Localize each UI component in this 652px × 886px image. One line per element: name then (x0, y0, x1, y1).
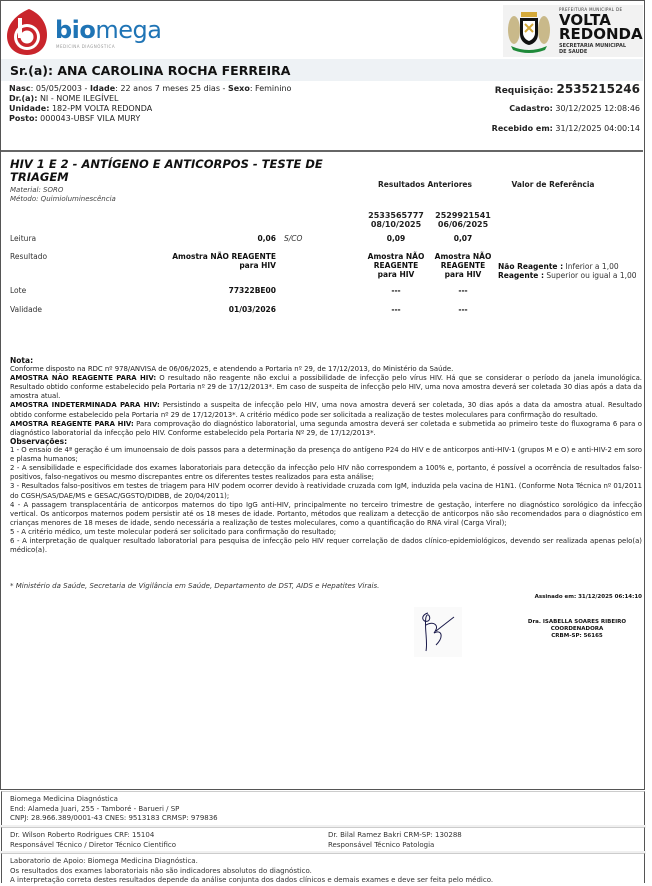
prev-1-leitura: 0,09 (386, 234, 406, 243)
footer-disclaimer: Laboratorio de Apoio: Biomega Medicina Diagnóstica. Os resultados dos exames laboratoriais não são indicadores absolutos do diagnóstico. A interpretação correta destes resultados depende da análise conjunta dos dados clínicos e demais exames e deve ser feita pelo médico. (1, 853, 645, 883)
patient-demographics: Nasc: 05/05/2003 - Idade: 22 anos 7 meses 25 dias - Sexo: Feminino (9, 84, 292, 93)
unit-info: Unidade: 182-PM VOLTA REDONDA (9, 104, 153, 113)
prev-1-lote: --- (391, 286, 401, 295)
observations-section: Observações: 1 - O ensaio de 4ª geração é um imunoensaio de dois passos para a determinação da presença do antígeno P24 do HIV e de anticorpos anti-HIV-1 (grupos M e O) e anti-HIV-2 em soro e plasma humanos; 2 - A sensibilidade e especificidade dos exames laboratoriais para detecção da infecção pelo HIV não correspondem a 100% e, portanto, é possível a ocorrência de resultados falso-positivos, falso-negativos ou mesmo discrepantes entre os diferentes testes realizados para esta análise; 3 - Resultados falso-positivos em testes de triagem para HIV podem ocorrer devido à reatividade cruzada com IgM, induzida pela vacina de H1N1. (Conforme Nota Técnica nº 01/2011 do CGSH/SAS/DAE/MS e GESAC/GGSTO/DIDBB, de 20/04/2011); 4 - A passagem transplacentária de anticorpos maternos do tipo IgG anti-HIV, principalmente no terceiro trimestre de gestação, interfere no diagnóstico sorológico da infecção vertical. Os anticorpos maternos podem persistir até os 18 meses de idade. Portanto, métodos que realizam a detecção de anticorpos não são recomendados para o diagnóstico em crianças menores de 18 meses de idade, sendo necessária a realização de testes moleculares, como a quantificação do RNA viral (Carga Viral); 5 - A critério médico, um teste molecular poderá ser solicitado para confirmação do resultado; 6 - A interpretação de qualquer resultado laboratorial para pesquisa de infecção pelo HIV requer correlação de dados clínico-epidemiológicos, devendo ser realizada apenas pelo(a) médico(a). (10, 437, 642, 555)
footer-responsibles: Dr. Wilson Roberto Rodrigues CRF: 15104 Responsável Técnico / Diretor Técnico Cientifico Dr. Bilal Ramez Bakri CRM-SP: 130288 Responsável Técnico Patologia (1, 827, 645, 851)
footnote: * Ministério da Saúde, Secretaria de Vigilância em Saúde, Departamento de DST, AIDS e Hepatites Virais. (10, 582, 380, 590)
exam-title: HIV 1 E 2 - ANTÍGENO E ANTICORPOS - TESTE DE TRIAGEM (10, 157, 323, 184)
prev-2-validade: --- (458, 305, 468, 314)
received-date: Recebido em: 31/12/2025 04:00:14 (491, 124, 640, 133)
reference-values: Não Reagente : Inferior a 1,00 Reagente : Superior ou igual a 1,00 (498, 262, 637, 280)
signature-image (414, 607, 462, 657)
reference-header: Valor de Referência (511, 180, 595, 189)
prev-result-1-header: 2533565777 08/10/2025 (368, 211, 424, 229)
posto-info: Posto: 000043-UBSF VILA MURY (9, 114, 141, 123)
exam-material: Material: SORO (10, 186, 64, 194)
biomega-tagline: MEDICINA DIAGNÓSTICA (56, 44, 116, 49)
observation-item: 6 - A interpretação de qualquer resultado laboratorial para pesquisa de infecção pelo HIV requer correlação de dados clínico-epidemiológicos, devendo ser realizada apenas pelo(a) médico(a). (10, 537, 642, 555)
prev-2-lote: --- (458, 286, 468, 295)
observation-item: 4 - A passagem transplacentária de anticorpos maternos do tipo IgG anti-HIV, principalmente no terceiro trimestre de gestação, interfere no diagnóstico sorológico da infecção vertical. Os anticorpos maternos podem persistir até os 18 meses de idade. Portanto, métodos que realizam a detecção de anticorpos não são recomendados para o diagnóstico em crianças menores de 18 meses de idade, sendo necessária a realização de testes moleculares, como a quantificação do RNA viral (Carga Viral); (10, 500, 642, 527)
resultado-label: Resultado (10, 252, 48, 261)
validade-value: 01/03/2026 (228, 305, 276, 314)
leitura-unit: S/CO (284, 234, 303, 243)
prev-1-resultado: Amostra NÃO REAGENTE para HIV (367, 252, 425, 279)
leitura-label: Leitura (10, 234, 37, 243)
biomega-wordmark: biomega (55, 16, 162, 44)
leitura-value: 0,06 (257, 234, 276, 243)
lote-label: Lote (10, 286, 27, 295)
patient-name: Sr.(a): ANA CAROLINA ROCHA FERREIRA (10, 63, 291, 78)
biomega-logo (5, 6, 162, 56)
city-crest-icon (507, 8, 551, 54)
notes-section: Nota: Conforme disposto na RDC nº 978/ANVISA de 06/06/2025, e atendendo a Portaria nº 29, de 17/12/2013, do Ministério da Saúde. AMOSTRA NÃO REAGENTE PARA HIV: O resultado não reagente não exclui a possibilidade de infecção pelo vírus HIV. Há que se considerar o período da janela imunológica. Resultado obtido conforme estabelecido pela Portaria nº 29 de 17/12/2013*. Em caso de suspeita de infecção pelo HIV, uma nova amostra deverá ser coletada 30 dias após a data da amostra atual. AMOSTRA INDETERMINADA PARA HIV: Persistindo a suspeita de infecção pelo HIV, uma nova amostra deverá ser coletada, 30 dias após a data da amostra atual. Resultado obtido conforme estabelecido pela Portaria nº 29 de 17/12/2013*. A critério médico pode ser solicitada a realização de testes moleculares para confirmação do resultado. AMOSTRA REAGENTE PARA HIV: Para comprovação do diagnóstico laboratorial, uma segunda amostra deverá ser coletada e submetida ao primeiro teste do fluxograma 6 para o diagnóstico laboratorial da infecção pelo HIV. Conforme estabelecido pela Portaria Nº 29, de 17/12/2013*. (10, 356, 642, 437)
previous-results-header: Resultados Anteriores (378, 180, 472, 189)
patient-name-bar (1, 59, 643, 81)
signed-at: Assinado em: 31/12/2025 06:14:10 (534, 594, 642, 600)
footer-lab-info: Biomega Medicina Diagnóstica End: Alameda Juari, 255 - Tamboré - Barueri / SP CNPJ: 28.966.389/0001-43 CNES: 9513183 CRMSP: 979836 (1, 791, 645, 825)
volta-redonda-logo: PREFEITURA MUNICIPAL DE VOLTA REDONDA SECRETARIA MUNICIPAL DE SAUDE (503, 5, 643, 57)
prev-1-validade: --- (391, 305, 401, 314)
exam-method: Método: Quimioluminescência (10, 195, 116, 203)
resultado-value: Amostra NÃO REAGENTE para HIV (172, 252, 276, 270)
prev-2-leitura: 0,07 (453, 234, 473, 243)
observation-item: 5 - A critério médico, um teste molecular poderá ser solicitado para confirmação do resultado; (10, 527, 337, 536)
prev-result-2-header: 2529921541 06/06/2025 (435, 211, 491, 229)
biomega-drop-icon (5, 8, 49, 56)
cadastro-date: Cadastro: 30/12/2025 12:08:46 (509, 104, 640, 113)
validade-label: Validade (10, 305, 43, 314)
lote-value: 77322BE00 (228, 286, 276, 295)
requisition-number: Requisição: 2535215246 (494, 82, 640, 96)
signer-block: Dra. ISABELLA SOARES RIBEIRO COORDENADORA CRBM-SP: 56165 (527, 619, 627, 639)
observation-item: 3 - Resultados falso-positivos em testes de triagem para HIV podem ocorrer devido à reatividade cruzada com IgM, induzida pela vacina de H1N1. (Conforme Nota Técnica nº 01/2011 do CGSH/SAS/DAE/MS e GESAC/GGSTO/DIDBB, de 20/04/2011); (10, 482, 642, 500)
section-divider (1, 150, 643, 152)
doctor-info: Dr.(a): NI - NOME ILEGÍVEL (9, 94, 119, 103)
report-header (1, 1, 643, 59)
observation-item: 1 - O ensaio de 4ª geração é um imunoensaio de dois passos para a determinação da presença do antígeno P24 do HIV e de anticorpos anti-HIV-1 (grupos M e O) e anti-HIV-2 em soro e plasma humanos; (10, 446, 642, 464)
observation-item: 2 - A sensibilidade e especificidade dos exames laboratoriais para detecção da infecção pelo HIV não correspondem a 100% e, portanto, é possível a ocorrência de resultados falso-positivos, falso-negativos ou mesmo discrepantes entre os diferentes testes realizados para esta análise; (10, 464, 642, 482)
prev-2-resultado: Amostra NÃO REAGENTE para HIV (434, 252, 492, 279)
